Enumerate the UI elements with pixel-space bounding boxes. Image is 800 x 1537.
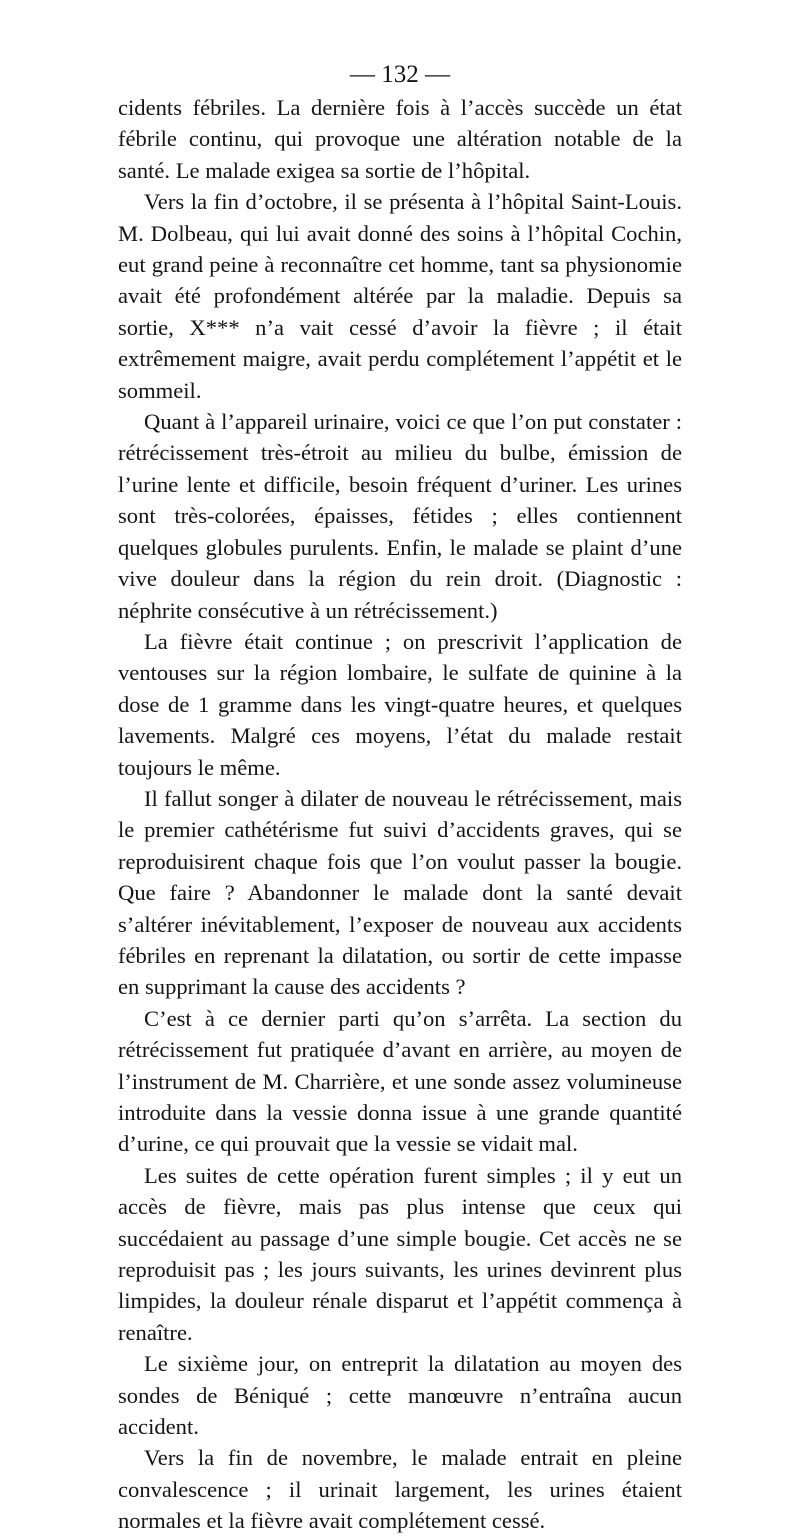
body-text [118,92,682,1537]
paragraph-9: Vers la fin de novembre, le malade entrait en pleine convalescence ; il urinait largement, les urines étaient normales et la fièvre avait complétement cessé. [118,1445,682,1534]
page-number: — 132 — [350,61,450,88]
paragraph-5: Il fallut songer à dilater de nouveau le rétrécissement, mais le premier cathétérisme fut suivi d’accidents graves, qui se reproduisirent chaque fois que l’on voulut passer la bougie. Que faire ? Abandonner le malade dont la santé devait s’altérer inévitablement, l’exposer de nouveau aux accidents fébriles en reprenant la dilatation, ou sortir de cette impasse en supprimant la cause des accidents ? [118,785,682,1000]
paragraph-3: Quant à l’appareil urinaire, voici ce que l’on put constater : rétrécissement très-étroit au milieu du bulbe, émission de l’urine lente et difficile, besoin fréquent d’uriner. Les urines sont très-colorées, épaisses, fétides ; elles contiennent quelques globules purulents. Enfin, le malade se plaint d’une vive douleur dans la région du rein droit. (Diagnostic : néphrite consécutive à un rétrécissement.) [118,409,682,623]
paragraph-6: C’est à ce dernier parti qu’on s’arrêta. La section du rétrécissement fut pratiquée d’avant en arrière, au moyen de l’instrument de M. Charrière, et une sonde assez volumineuse introduite dans la vessie donna issue à une grande quantité d’urine, ce qui prouvait que la vessie se vidait mal. [118,1005,682,1157]
paragraph-2: Vers la fin d’octobre, il se présenta à l’hôpital Saint-Louis. M. Dolbeau, qui lui avait donné des soins à l’hôpital Cochin, eut grand peine à reconnaître cet homme, tant sa physionomie avait été profondément altérée par la maladie. Depuis sa sortie, X*** n’a vait cessé d’avoir la fièvre ; il était extrêmement maigre, avait perdu complétement l’appétit et le sommeil. [118,189,682,403]
paragraph-1: cidents fébriles. La dernière fois à l’accès succède un état fébrile continu, qui provoque une altération notable de la santé. Le malade exigea sa sortie de l’hôpital. [118,95,682,183]
paragraph-7: Les suites de cette opération furent simples ; il y eut un accès de fièvre, mais pas plus intense que ceux qui succédaient au passage d’une simple bougie. Cet accès ne se reproduisit pas ; les jours suivants, les urines devinrent plus limpides, la douleur rénale disparut et l’appétit commença à renaître. [118,1162,682,1345]
paragraph-8: Le sixième jour, on entreprit la dilatation au moyen des sondes de Béniqué ; cette manœuvre n’entraîna aucun accident. [118,1351,682,1440]
paragraph-4: La fièvre était continue ; on prescrivit l’application de ventouses sur la région lombaire, le sulfate de quinine à la dose de 1 gramme dans les vingt-quatre heures, et quelques lavements. Malgré ces moyens, l’état du malade restait toujours le même. [118,628,682,780]
